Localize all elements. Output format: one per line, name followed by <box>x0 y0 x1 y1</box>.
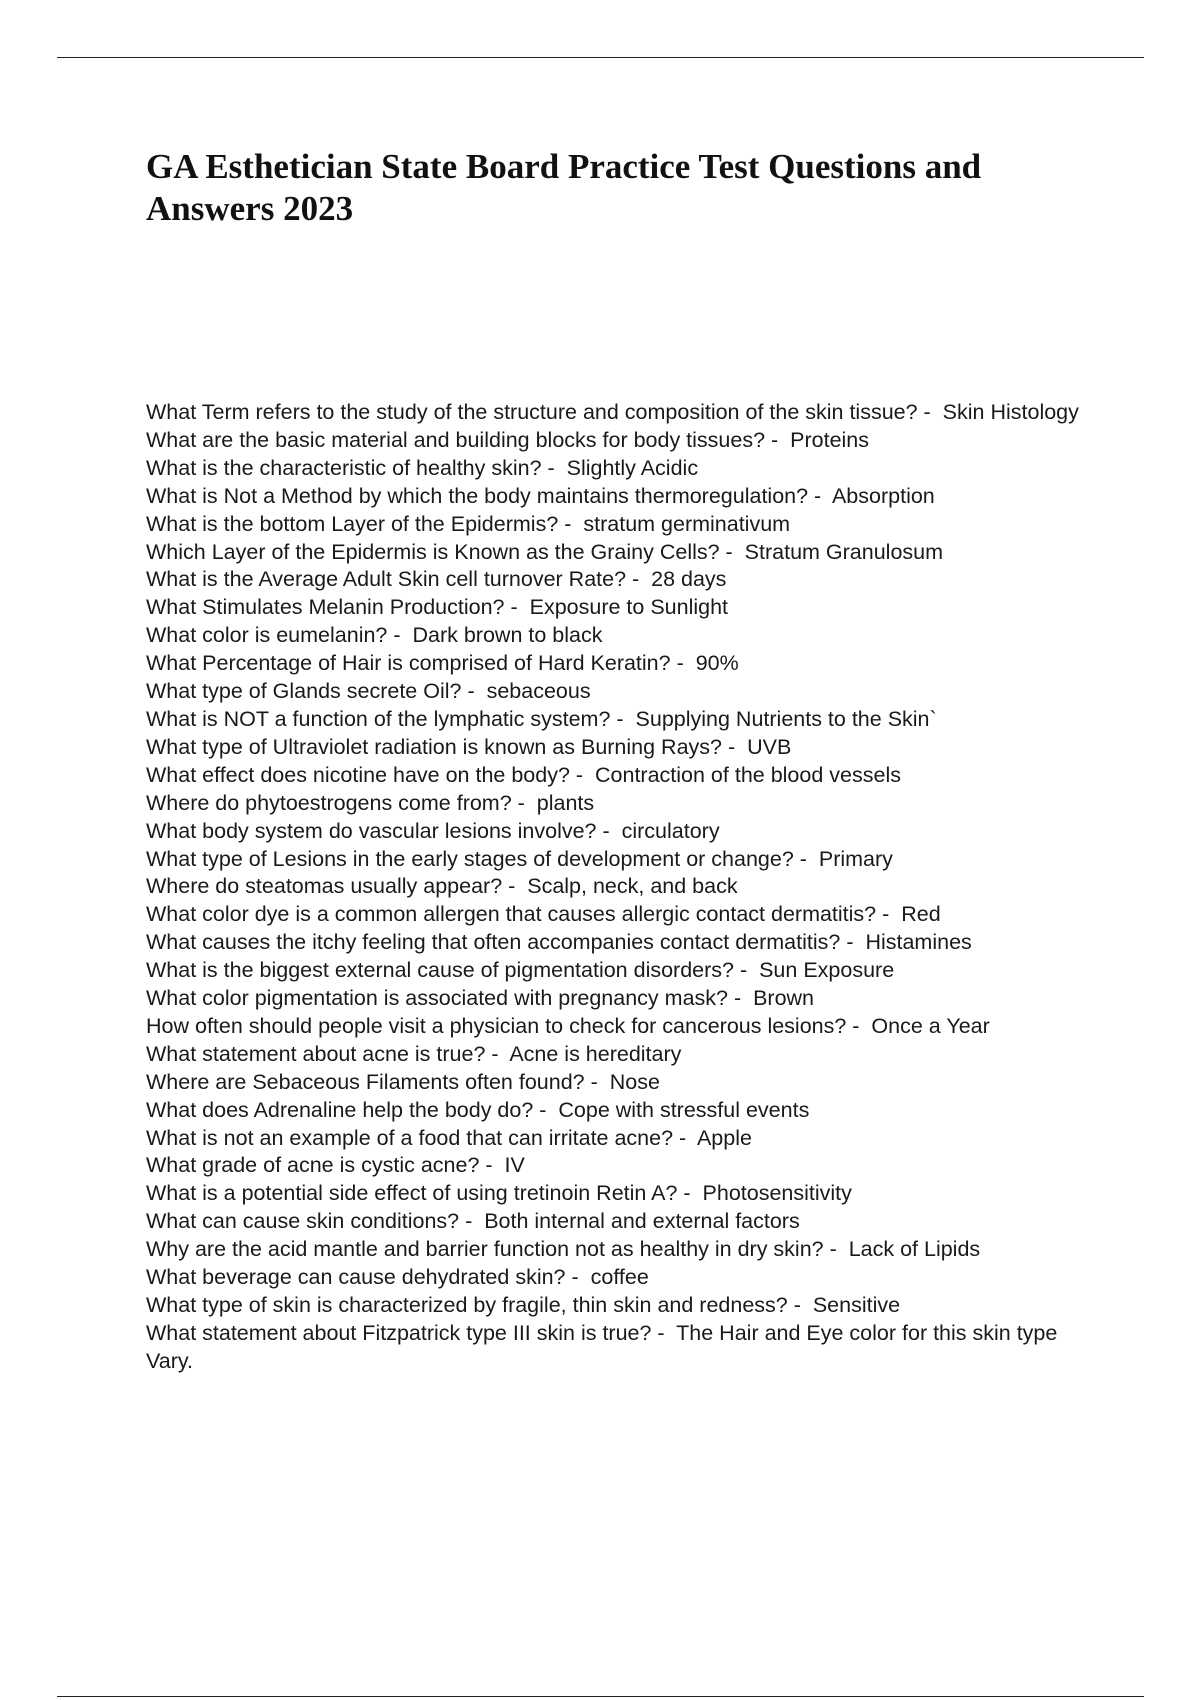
question-text: What Percentage of Hair is comprised of Hard Keratin? - <box>146 651 684 676</box>
qa-item <box>146 1152 1106 1180</box>
qa-item <box>146 873 1106 901</box>
question-text: What is the characteristic of healthy skin? - <box>146 455 555 480</box>
qa-item <box>146 957 1106 985</box>
question-text: Where do phytoestrogens come from? - <box>146 790 525 815</box>
answer-text: Photosensitivity <box>702 1181 852 1206</box>
question-text: What is the biggest external cause of pigmentation disorders? - <box>146 958 748 983</box>
answer-text: Nose <box>609 1069 660 1094</box>
answer-text: Slightly Acidic <box>566 455 699 480</box>
answer-text: Stratum Granulosum <box>744 539 944 564</box>
answer-text: Skin Histology <box>942 400 1079 424</box>
question-text: What color dye is a common allergen that causes allergic contact dermatitis? - <box>146 902 890 927</box>
qa-item <box>146 1125 1106 1153</box>
qa-item <box>146 1013 1106 1041</box>
qa-item <box>146 511 1106 539</box>
answer-text: Lack of Lipids <box>848 1237 981 1262</box>
qa-item <box>146 427 1106 455</box>
answer-text: stratum germinativum <box>583 511 791 536</box>
question-text: What effect does nicotine have on the body? - <box>146 762 584 787</box>
qa-item <box>146 1180 1106 1208</box>
qa-item <box>146 790 1106 818</box>
qa-item <box>146 566 1106 594</box>
answer-text: 28 days <box>651 567 727 592</box>
qa-item <box>146 399 1106 427</box>
question-text: What statement about Fitzpatrick type III skin is true? - <box>146 1320 665 1345</box>
question-text: What is the Average Adult Skin cell turnover Rate? - <box>146 567 640 592</box>
answer-text: Supplying Nutrients to the Skin` <box>635 706 937 731</box>
answer-text: Sensitive <box>812 1293 901 1317</box>
question-text: Which Layer of the Epidermis is Known as the Grainy Cells? - <box>146 539 733 564</box>
question-text: What is Not a Method by which the body maintains thermoregulation? - <box>146 483 822 508</box>
qa-item <box>146 622 1106 650</box>
answer-text: Both internal and external factors <box>484 1209 800 1234</box>
qa-item <box>146 1069 1106 1097</box>
qa-item <box>146 1208 1106 1236</box>
qa-item <box>146 846 1106 874</box>
question-text: What beverage can cause dehydrated skin? - <box>146 1265 579 1290</box>
answer-text: IV <box>504 1153 525 1178</box>
qa-list <box>146 399 1106 1376</box>
question-text: What can cause skin conditions? - <box>146 1209 473 1234</box>
qa-item <box>146 901 1106 929</box>
answer-text: Acne is hereditary <box>509 1041 682 1066</box>
question-text: What color pigmentation is associated with pregnancy mask? - <box>146 986 742 1011</box>
question-text: What color is eumelanin? - <box>146 623 401 648</box>
answer-text: sebaceous <box>486 679 591 704</box>
question-text: What statement about acne is true? - <box>146 1041 499 1066</box>
qa-item <box>146 455 1106 483</box>
answer-text: Absorption <box>831 483 935 508</box>
qa-item <box>146 483 1106 511</box>
answer-text: coffee <box>590 1265 649 1290</box>
answer-text: Scalp, neck, and back <box>527 874 738 899</box>
answer-text: The Hair and Eye color for this skin type Vary. <box>146 1320 1064 1373</box>
question-text: What is a potential side effect of using tretinoin Retin A? - <box>146 1181 691 1206</box>
qa-item <box>146 1264 1106 1292</box>
qa-item <box>146 706 1106 734</box>
question-text: What is not an example of a food that can irritate acne? - <box>146 1125 687 1150</box>
qa-item <box>146 1292 1106 1320</box>
answer-text: 90% <box>695 651 739 676</box>
question-text: What is the bottom Layer of the Epidermis? - <box>146 511 572 536</box>
document-title: GA Esthetician State Board Practice Test Questions and Answers 2023 <box>146 147 982 228</box>
question-text: What Stimulates Melanin Production? - <box>146 595 518 620</box>
question-text: What type of skin is characterized by fragile, thin skin and redness? - <box>146 1293 801 1317</box>
answer-text: circulatory <box>621 818 720 843</box>
top-divider <box>57 57 1144 58</box>
qa-item <box>146 539 1106 567</box>
question-text: What are the basic material and building blocks for body tissues? - <box>146 427 779 452</box>
question-text: What is NOT a function of the lymphatic system? - <box>146 706 624 731</box>
qa-item <box>146 1320 1106 1376</box>
question-text: What Term refers to the study of the structure and composition of the skin tissue? - <box>146 400 931 424</box>
question-text: What type of Lesions in the early stages of development or change? - <box>146 846 807 871</box>
qa-item <box>146 1041 1106 1069</box>
question-text: What type of Ultraviolet radiation is known as Burning Rays? - <box>146 734 736 759</box>
answer-text: Histamines <box>865 930 972 955</box>
question-text: What type of Glands secrete Oil? - <box>146 679 475 704</box>
qa-item <box>146 1097 1106 1125</box>
question-text: What causes the itchy feeling that often accompanies contact dermatitis? - <box>146 930 854 955</box>
answer-text: Primary <box>818 846 893 871</box>
answer-text: Dark brown to black <box>412 623 603 648</box>
bottom-divider <box>57 1696 1144 1697</box>
qa-item <box>146 594 1106 622</box>
question-text: What body system do vascular lesions involve? - <box>146 818 610 843</box>
answer-text: Sun Exposure <box>759 958 895 983</box>
question-text: Why are the acid mantle and barrier function not as healthy in dry skin? - <box>146 1237 837 1262</box>
question-text: Where are Sebaceous Filaments often found? - <box>146 1069 598 1094</box>
question-text: What does Adrenaline help the body do? - <box>146 1097 547 1122</box>
answer-text: Red <box>901 902 941 927</box>
answer-text: Apple <box>696 1125 752 1150</box>
answer-text: Contraction of the blood vessels <box>595 762 901 787</box>
qa-item <box>146 734 1106 762</box>
answer-text: Exposure to Sunlight <box>529 595 729 620</box>
qa-item <box>146 1236 1106 1264</box>
qa-item <box>146 818 1106 846</box>
answer-text: Cope with stressful events <box>558 1097 810 1122</box>
qa-item <box>146 929 1106 957</box>
answer-text: plants <box>536 790 595 815</box>
question-text: What grade of acne is cystic acne? - <box>146 1153 493 1178</box>
question-text: How often should people visit a physician to check for cancerous lesions? - <box>146 1013 860 1038</box>
answer-text: UVB <box>747 734 792 759</box>
qa-item <box>146 762 1106 790</box>
question-text: Where do steatomas usually appear? - <box>146 874 516 899</box>
qa-item <box>146 678 1106 706</box>
answer-text: Proteins <box>790 427 870 452</box>
qa-item <box>146 985 1106 1013</box>
answer-text: Brown <box>753 986 815 1011</box>
qa-item <box>146 650 1106 678</box>
answer-text: Once a Year <box>871 1013 990 1038</box>
